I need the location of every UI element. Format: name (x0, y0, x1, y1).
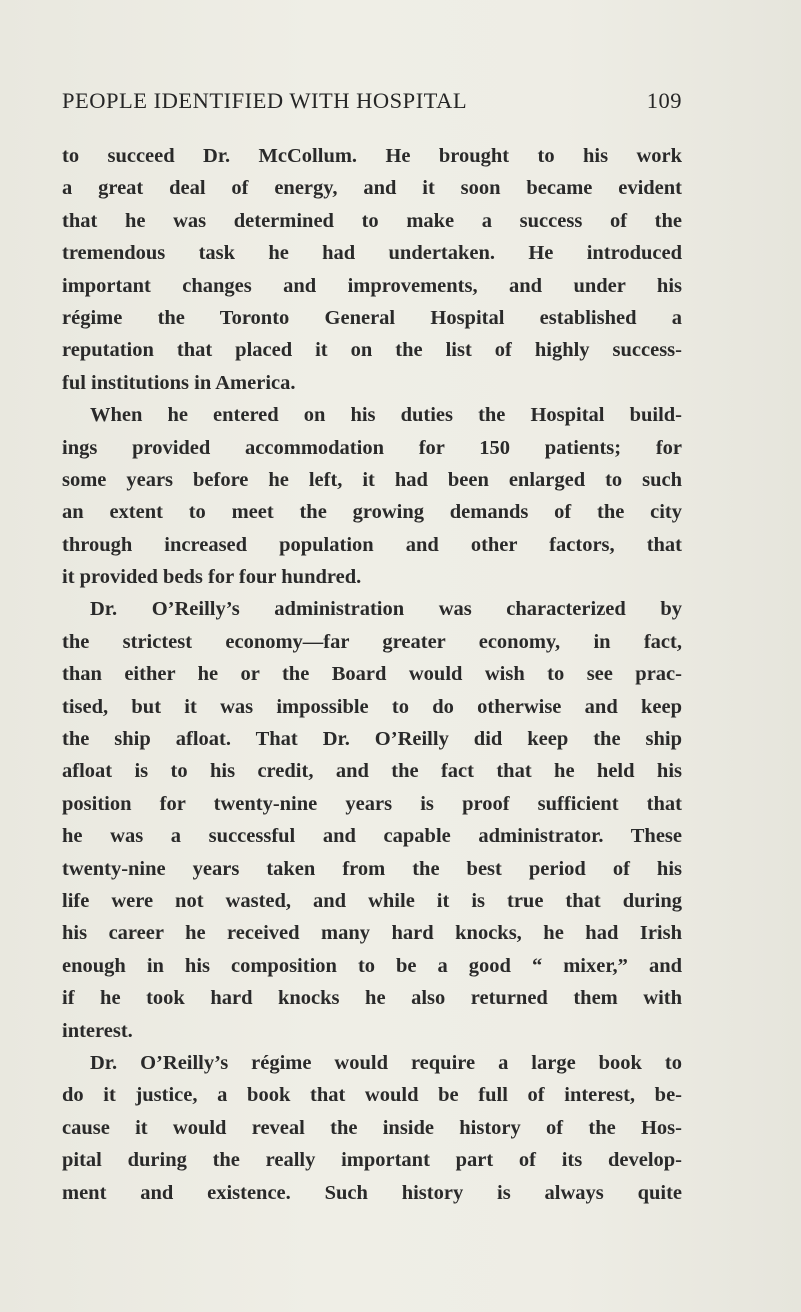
text-line: life were not wasted, and while it is true that during (62, 889, 682, 912)
text-line: When he entered on his duties the Hospital build- (90, 404, 682, 427)
text-line: if he took hard knocks he also returned them with (62, 987, 682, 1010)
page-number: 109 (646, 88, 682, 113)
text-line: régime the Toronto General Hospital established a (62, 306, 682, 329)
text-line: Dr. O’Reilly’s administration was characterized by (90, 598, 682, 621)
text-line: tremendous task he had undertaken. He introduced (62, 242, 682, 265)
text-line: through increased population and other factors, that (62, 533, 682, 556)
text-line: to succeed Dr. McCollum. He brought to his work (62, 145, 682, 167)
text-line: interest. (62, 1019, 133, 1042)
text-line: twenty-nine years taken from the best period of his (62, 857, 682, 880)
text-line: important changes and improvements, and under his (62, 274, 682, 297)
text-line: his career he received many hard knocks, he had Irish (62, 922, 682, 945)
text-line: ful institutions in America. (62, 371, 296, 394)
text-line: a great deal of energy, and it soon became evident (62, 177, 682, 200)
running-head-title: PEOPLE IDENTIFIED WITH HOSPITAL (62, 88, 468, 113)
body-text (62, 140, 682, 1209)
text-line: position for twenty-nine years is proof sufficient that (62, 792, 682, 815)
text-line: the strictest economy—far greater economy, in fact, (62, 630, 682, 653)
text-line: he was a successful and capable administrator. These (62, 825, 682, 848)
text-line: that he was determined to make a success of the (62, 209, 682, 232)
text-line: the ship afloat. That Dr. O’Reilly did keep the ship (62, 728, 682, 751)
text-line: cause it would reveal the inside history of the Hos- (62, 1116, 682, 1139)
text-line: enough in his composition to be a good “ mixer,” and (62, 954, 682, 977)
text-line: it provided beds for four hundred. (62, 566, 362, 589)
text-line: tised, but it was impossible to do otherwise and keep (62, 695, 682, 718)
text-line: ment and existence. Such history is always quite (62, 1181, 682, 1204)
text-line: some years before he left, it had been enlarged to such (62, 468, 682, 491)
text-line: an extent to meet the growing demands of the city (62, 501, 682, 524)
text-line: ings provided accommodation for 150 patients; for (62, 436, 682, 459)
running-head (62, 88, 682, 118)
text-line: pital during the really important part of its develop- (62, 1149, 682, 1172)
text-line: do it justice, a book that would be full of interest, be- (62, 1084, 682, 1107)
text-line: Dr. O’Reilly’s régime would require a large book to (90, 1051, 682, 1074)
text-line: afloat is to his credit, and the fact that he held his (62, 760, 682, 783)
text-line: than either he or the Board would wish to see prac- (62, 663, 682, 686)
text-line: reputation that placed it on the list of highly success- (62, 339, 682, 362)
